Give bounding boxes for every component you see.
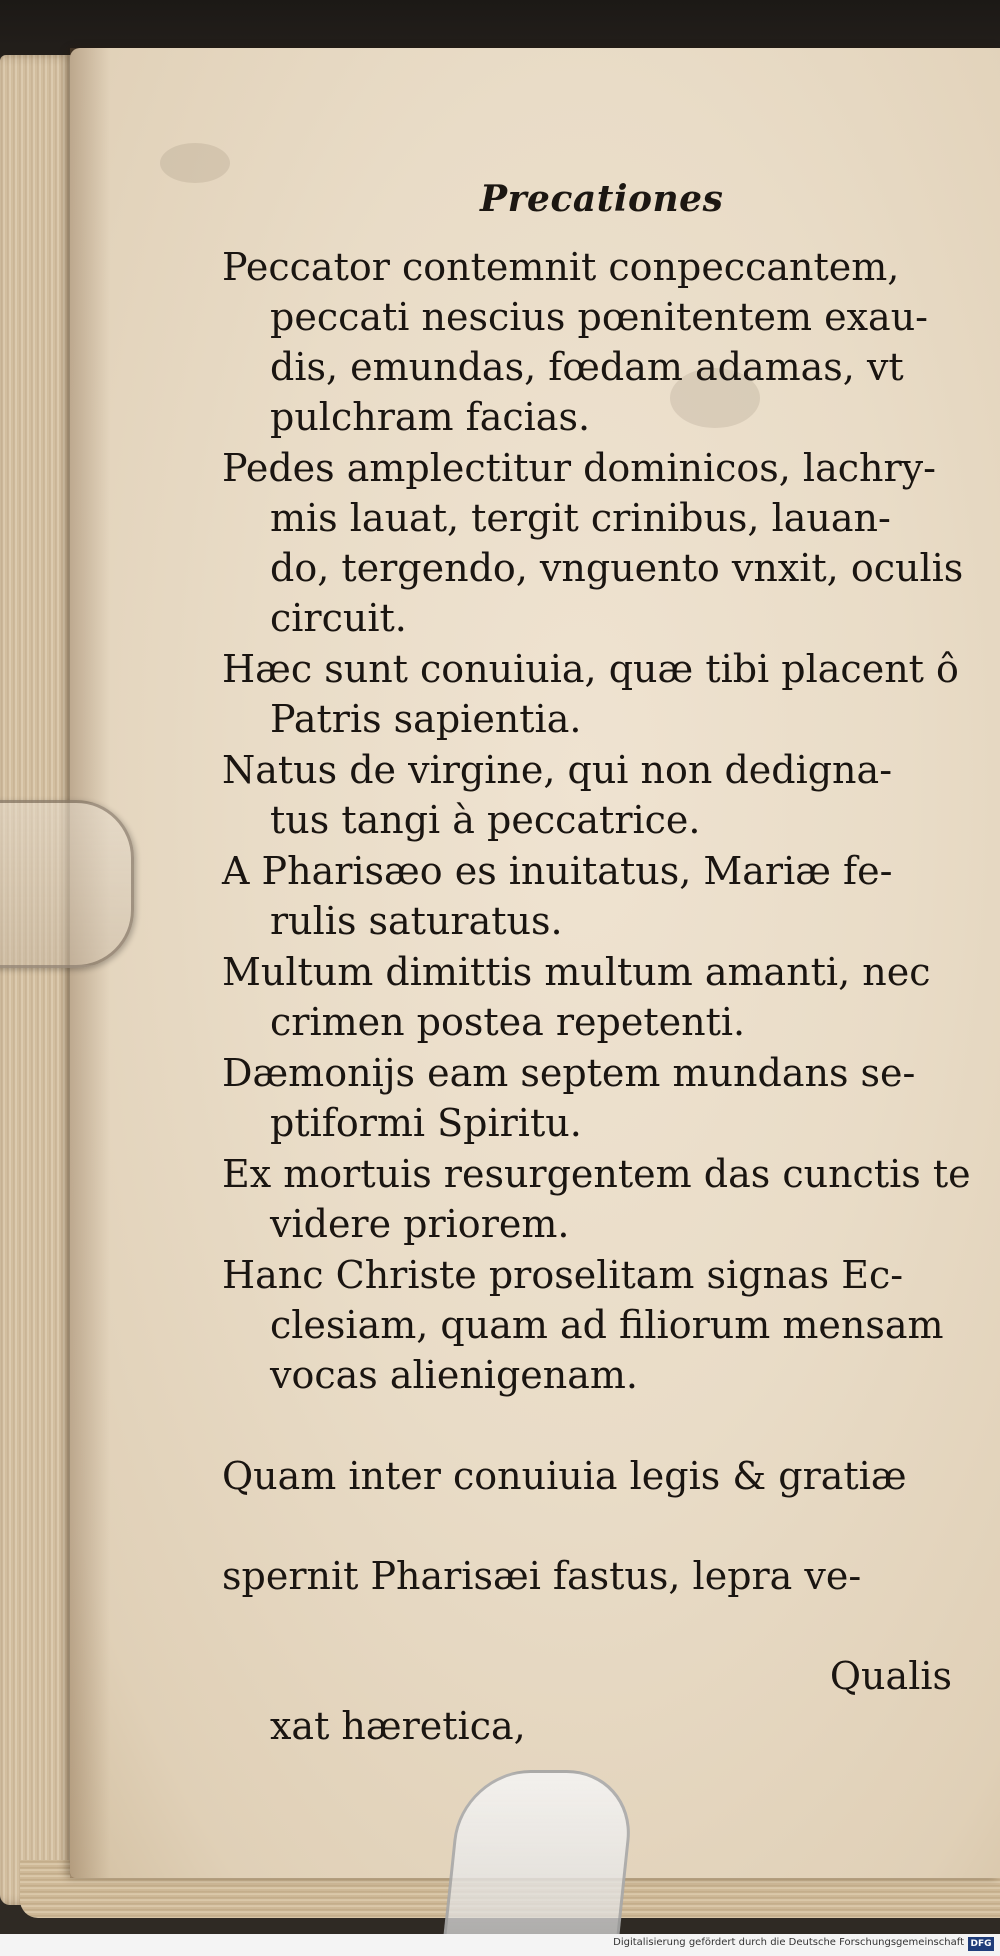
- page-stain: [160, 143, 230, 183]
- text-line-with-catchword: [270, 1651, 972, 1801]
- paragraph: A Pharisæo es inuitatus, Mariæ fe- rulis saturatus.: [222, 849, 893, 943]
- paragraph: Ex mortuis resurgentem das cunctis te videre priorem.: [222, 1152, 971, 1246]
- text-line: xat hæretica,: [270, 1704, 526, 1748]
- footer-credit: Digitalisierung gefördert durch die Deutsche Forschungsgemeinschaft: [613, 1937, 964, 1948]
- catchword: Qualis: [829, 1654, 952, 1698]
- dfg-logo-icon: DFG: [968, 1937, 994, 1951]
- book-clamp: [0, 800, 134, 968]
- paragraph: Pedes amplectitur dominicos, lachry- mis lauat, tergit crinibus, lauan- do, tergendo, vnguento vnxit, oculis circuit.: [222, 446, 964, 640]
- paragraph: Hæc sunt conuiuia, quæ tibi placent ô Patris sapientia.: [222, 647, 959, 741]
- running-head: Precationes: [480, 178, 724, 220]
- paragraph: Multum dimittis multum amanti, nec crimen postea repetenti.: [222, 950, 931, 1044]
- paragraph: Dæmonijs eam septem mundans se- ptiformi Spiritu.: [222, 1051, 916, 1145]
- text-line: spernit Pharisæi fastus, lepra ve-: [222, 1554, 862, 1598]
- text-line: Quam inter conuiuia legis & gratiæ: [222, 1454, 907, 1498]
- text-block: [222, 242, 972, 1852]
- paragraph: Peccator contemnit conpeccantem, peccati nescius pœnitentem exau- dis, emundas, fœdam adamas, vt pulchram facias.: [222, 245, 929, 439]
- paragraph: Hanc Christe proselitam signas Ec- clesiam, quam ad filiorum mensam vocas alienigenam.: [222, 1253, 944, 1397]
- paragraph: Natus de virgine, qui non dedigna- tus tangi à peccatrice.: [222, 748, 893, 842]
- page-edges-left: [0, 55, 78, 1905]
